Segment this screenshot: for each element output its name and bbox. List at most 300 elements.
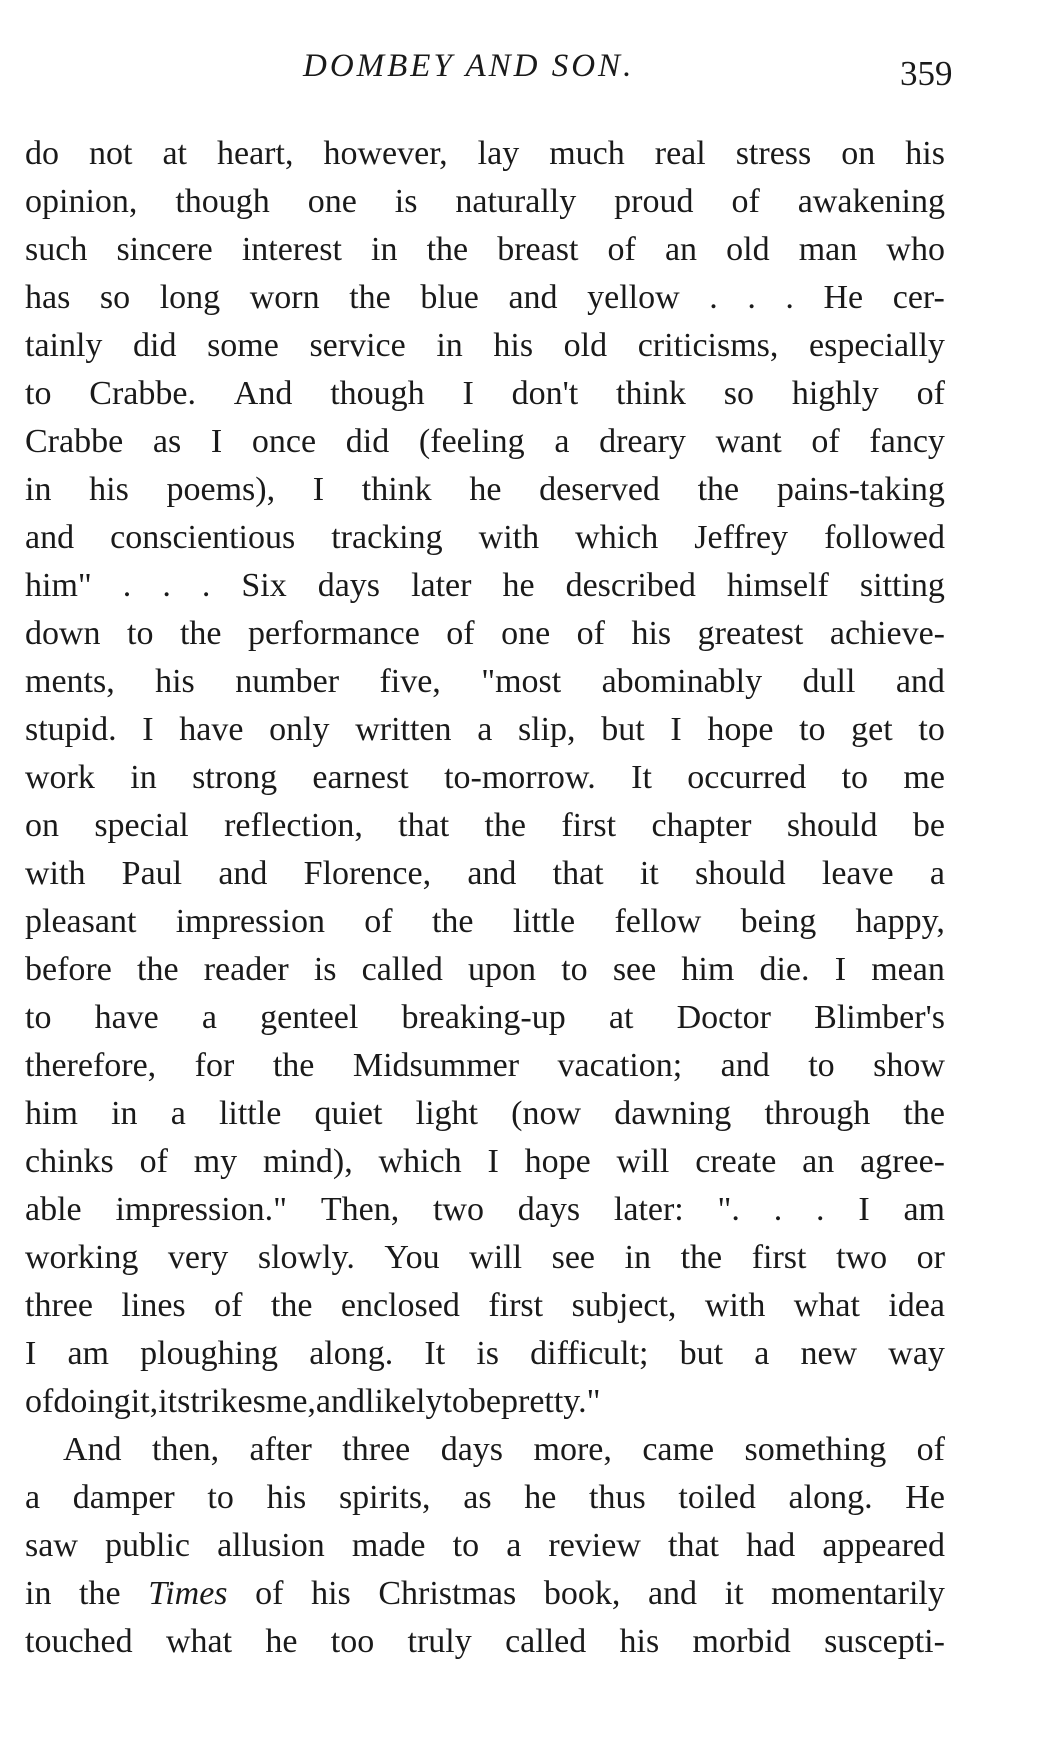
word: am [903, 1191, 945, 1228]
word: down [25, 615, 101, 652]
text-line [25, 994, 945, 1042]
word: Jeffrey [694, 519, 789, 556]
word: man [798, 231, 858, 268]
word: book, [543, 1575, 621, 1612]
word: impression." [115, 1191, 288, 1228]
word: him [25, 1095, 78, 1132]
word: came [642, 1431, 715, 1468]
word: of [214, 1287, 243, 1324]
word: achieve- [829, 615, 945, 652]
text-line [25, 1138, 945, 1186]
word: long [159, 279, 221, 316]
word: after [249, 1431, 312, 1468]
text-line [25, 1618, 945, 1666]
word: review [548, 1527, 641, 1564]
word: blue [420, 279, 479, 316]
word: on [841, 135, 876, 172]
word: to [25, 375, 52, 412]
word: though [330, 375, 425, 412]
word: later: [613, 1191, 684, 1228]
word: It [631, 759, 652, 796]
word: strong [192, 759, 278, 796]
word: it [724, 1575, 744, 1612]
word: is [313, 951, 337, 988]
word: sincere [116, 231, 213, 268]
word: Paul [121, 855, 183, 892]
text-line [25, 706, 945, 754]
word: pretty." [501, 1383, 601, 1420]
word: Times [148, 1575, 228, 1612]
word: in [130, 759, 157, 796]
word: I [834, 951, 847, 988]
word: to [442, 1383, 469, 1420]
word: mean [871, 951, 945, 988]
word: service [309, 327, 406, 364]
word: though [175, 183, 270, 220]
word: the [79, 1575, 121, 1612]
word: see [612, 951, 657, 988]
word: performance [248, 615, 420, 652]
word: two [836, 1239, 888, 1276]
word: so [99, 279, 131, 316]
word: the [680, 1239, 723, 1276]
word: dreary [599, 423, 686, 460]
word: strikes [177, 1383, 266, 1420]
word: the [484, 807, 527, 844]
word: breaking-up [401, 999, 566, 1036]
word: of [731, 183, 760, 220]
word: and [895, 663, 945, 700]
word: he [469, 471, 502, 508]
text-line [25, 1570, 945, 1618]
word: occurred [687, 759, 807, 796]
text-line [25, 658, 945, 706]
text-line [25, 1234, 945, 1282]
word: slowly. [257, 1239, 355, 1276]
word: vacation; [557, 1047, 683, 1084]
word: fancy [869, 423, 945, 460]
word: made [351, 1527, 426, 1564]
word: (feeling [418, 423, 525, 460]
word: suscepti- [824, 1623, 945, 1660]
word: one [307, 183, 357, 220]
word: written [355, 711, 452, 748]
word: his [89, 471, 129, 508]
word: and [467, 855, 517, 892]
word: through [764, 1095, 871, 1132]
word: saw [25, 1527, 78, 1564]
word: deserved [539, 471, 660, 508]
word: on [25, 807, 59, 844]
word: a [477, 711, 493, 748]
word: to [799, 711, 826, 748]
word: quiet [314, 1095, 383, 1132]
text-line [25, 274, 945, 322]
word: himself [726, 567, 829, 604]
word: I [462, 375, 474, 412]
word: my [193, 1143, 238, 1180]
word: naturally [455, 183, 577, 220]
word: followed [824, 519, 945, 556]
word: . [201, 567, 211, 604]
text-line [25, 322, 945, 370]
word: Florence, [303, 855, 432, 892]
word: I [312, 471, 325, 508]
word: toiled [678, 1479, 756, 1516]
word: He [823, 279, 864, 316]
word: and [218, 855, 268, 892]
word: thus [589, 1479, 646, 1516]
word: he [265, 1623, 298, 1660]
word: fellow [614, 903, 702, 940]
word: he [524, 1479, 557, 1516]
word: did [345, 423, 390, 460]
word: at [162, 135, 187, 172]
word: very [167, 1239, 229, 1276]
word: did [133, 327, 177, 364]
word: too [330, 1623, 375, 1660]
word: the [426, 231, 469, 268]
word: . [773, 1191, 783, 1228]
word: which [575, 519, 659, 556]
text-line [25, 514, 945, 562]
word: I [670, 711, 682, 748]
word: get [851, 711, 893, 748]
text-line [25, 370, 945, 418]
word: be [912, 807, 945, 844]
word: Then, [320, 1191, 400, 1228]
word: damper [72, 1479, 175, 1516]
text-line [25, 946, 945, 994]
word: in [25, 1575, 52, 1612]
word: a [754, 1335, 770, 1372]
word: something [744, 1431, 887, 1468]
word: I [25, 1335, 37, 1372]
word: in [25, 471, 52, 508]
word: . [122, 567, 132, 604]
word: much [549, 135, 625, 172]
word: stress [735, 135, 812, 172]
word: to-morrow. [444, 759, 596, 796]
word: . [747, 279, 756, 316]
word: of [607, 231, 636, 268]
word: the [270, 1287, 313, 1324]
word: It [424, 1335, 446, 1372]
text-line [25, 898, 945, 946]
word: be [468, 1383, 501, 1420]
word: that [552, 855, 604, 892]
word: do [25, 135, 59, 172]
word: reader [203, 951, 289, 988]
word: slip, [517, 711, 576, 748]
word: genteel [260, 999, 359, 1036]
text-line [25, 418, 945, 466]
word: highly [791, 375, 879, 412]
word: in [371, 231, 398, 268]
word: ploughing [140, 1335, 279, 1372]
word: show [873, 1047, 945, 1084]
word: five, [379, 663, 441, 700]
running-head [0, 44, 1041, 93]
text-line [25, 130, 945, 178]
word: have [94, 999, 159, 1036]
word: he [502, 567, 535, 604]
word: new [800, 1335, 858, 1372]
word: Blimber's [814, 999, 945, 1036]
text-line [25, 1474, 945, 1522]
word: breast [497, 231, 579, 268]
word: . [816, 1191, 825, 1228]
word: the [431, 903, 474, 940]
word: I [858, 1191, 870, 1228]
word: ". [717, 1191, 740, 1228]
word: in [111, 1095, 138, 1132]
word: with [478, 519, 540, 556]
word: two [432, 1191, 484, 1228]
word: worn [249, 279, 320, 316]
word: the [903, 1095, 945, 1132]
word: able [25, 1191, 82, 1228]
word: create [695, 1143, 777, 1180]
word: will [616, 1143, 670, 1180]
word: that [398, 807, 450, 844]
word: of [364, 903, 393, 940]
word: (now [511, 1095, 582, 1132]
word: what [165, 1623, 233, 1660]
word: to [918, 711, 945, 748]
word: days [517, 1191, 581, 1228]
text-line [25, 610, 945, 658]
word: see [551, 1239, 596, 1276]
word: You [384, 1239, 440, 1276]
word: Midsummer [352, 1047, 520, 1084]
word: upon [468, 951, 537, 988]
word: ments, [25, 663, 115, 700]
text-line [25, 226, 945, 274]
word: yellow [587, 279, 680, 316]
word: such [25, 231, 88, 268]
text-line [25, 562, 945, 610]
word: who [886, 231, 945, 268]
word: proud [614, 183, 694, 220]
word: think [616, 375, 686, 412]
page-number: 359 [900, 54, 953, 93]
word: of [576, 615, 605, 652]
word: truly [407, 1623, 472, 1660]
word: only [269, 711, 330, 748]
word: dull [802, 663, 856, 700]
word: his [266, 1479, 307, 1516]
word: subject, [571, 1287, 677, 1324]
word: his [905, 135, 945, 172]
word: however, [323, 135, 448, 172]
word: allusion [217, 1527, 325, 1564]
word: to [207, 1479, 234, 1516]
word: am [67, 1335, 110, 1372]
word: He [905, 1479, 945, 1516]
word: three [342, 1431, 411, 1468]
word: the [697, 471, 740, 508]
word: then, [152, 1431, 220, 1468]
text-line [25, 1042, 945, 1090]
word: touched [25, 1623, 133, 1660]
word: Crabbe [25, 423, 124, 460]
word: I [210, 423, 223, 460]
word: to [127, 615, 154, 652]
word: once [251, 423, 317, 460]
word: the [272, 1047, 315, 1084]
word: more, [533, 1431, 612, 1468]
word: had [746, 1527, 796, 1564]
word: later [411, 567, 472, 604]
word: of [255, 1575, 284, 1612]
word: work [25, 759, 95, 796]
word: impression [175, 903, 325, 940]
word: first [751, 1239, 807, 1276]
word: hope [524, 1143, 591, 1180]
word: difficult; [530, 1335, 649, 1372]
word: . [162, 567, 171, 604]
word: has [25, 279, 71, 316]
word: of [446, 615, 475, 652]
word: me [903, 759, 945, 796]
word: And [63, 1431, 122, 1468]
word: along. [788, 1479, 873, 1516]
word: of [811, 423, 840, 460]
word: light [415, 1095, 478, 1132]
text-line [25, 1282, 945, 1330]
word: or [916, 1239, 945, 1276]
word: to [841, 759, 869, 796]
word: happy, [855, 903, 945, 940]
word: is [476, 1335, 499, 1372]
word: a [506, 1527, 522, 1564]
word: momentarily [771, 1575, 945, 1612]
word: three [25, 1287, 93, 1324]
word: number [235, 663, 340, 700]
word: chapter [651, 807, 752, 844]
word: of [139, 1143, 168, 1180]
word: tainly [25, 327, 103, 364]
word: lay [477, 135, 520, 172]
word: Christmas [378, 1575, 517, 1612]
word: lines [121, 1287, 186, 1324]
word: being [740, 903, 817, 940]
word: will [469, 1239, 523, 1276]
word: and [315, 1383, 366, 1420]
word: an [664, 231, 698, 268]
word: it [639, 855, 659, 892]
word: old [726, 231, 770, 268]
word: it [158, 1383, 178, 1420]
word: earnest [312, 759, 409, 796]
word: sitting [859, 567, 945, 604]
word: real [654, 135, 706, 172]
word: want [715, 423, 782, 460]
word: his [631, 615, 672, 652]
word: but [679, 1335, 724, 1372]
word: heart, [217, 135, 294, 172]
word: criticisms, [637, 327, 779, 364]
word: appeared [822, 1527, 945, 1564]
body-text [25, 130, 945, 1666]
word: called [505, 1623, 587, 1660]
text-line [25, 1186, 945, 1234]
word: but [601, 711, 645, 748]
word: . [709, 279, 718, 316]
word: I [142, 711, 154, 748]
word: a [201, 999, 218, 1036]
word: and [25, 519, 75, 556]
word: which [378, 1143, 462, 1180]
word: and [647, 1575, 698, 1612]
word: me, [265, 1383, 316, 1420]
word: morbid [692, 1623, 791, 1660]
word: some [207, 327, 279, 364]
word: special [94, 807, 189, 844]
text-line [25, 802, 945, 850]
word: dawning [614, 1095, 732, 1132]
word: his [619, 1623, 660, 1660]
word: his [493, 327, 534, 364]
word: to [25, 999, 52, 1036]
word: old [563, 327, 608, 364]
word: awakening [797, 183, 945, 220]
word: in [436, 327, 463, 364]
word: of [916, 375, 945, 412]
word: Doctor [676, 999, 771, 1036]
word: reflection, [224, 807, 363, 844]
word: public [105, 1527, 190, 1564]
word: enclosed [340, 1287, 460, 1324]
word: a [170, 1095, 186, 1132]
word: his [311, 1575, 351, 1612]
word: him [681, 951, 735, 988]
word: him" [25, 567, 92, 604]
text-line [25, 178, 945, 226]
word: likely [365, 1383, 443, 1420]
word: what [793, 1287, 860, 1324]
word: don't [511, 375, 579, 412]
word: should [786, 807, 878, 844]
word: first [488, 1287, 544, 1324]
word: hope [707, 711, 774, 748]
word: the [349, 279, 391, 316]
text-line [25, 1330, 945, 1378]
word: have [179, 711, 244, 748]
word: the [137, 951, 179, 988]
word: for [194, 1047, 235, 1084]
text-line [25, 466, 945, 514]
word: pleasant [25, 903, 137, 940]
word: chinks [25, 1143, 114, 1180]
word: working [25, 1239, 139, 1276]
word: along. [309, 1335, 394, 1372]
word: abominably [601, 663, 763, 700]
word: the [179, 615, 222, 652]
word: a [25, 1479, 41, 1516]
word: a [554, 423, 570, 460]
word: described [565, 567, 696, 604]
word: it, [130, 1383, 159, 1420]
text-line [25, 1522, 945, 1570]
paragraph-last-line [25, 1378, 945, 1426]
word: think [361, 471, 432, 508]
word: his [155, 663, 195, 700]
word: stupid. [25, 711, 117, 748]
word: one [501, 615, 551, 652]
word: I [487, 1143, 499, 1180]
